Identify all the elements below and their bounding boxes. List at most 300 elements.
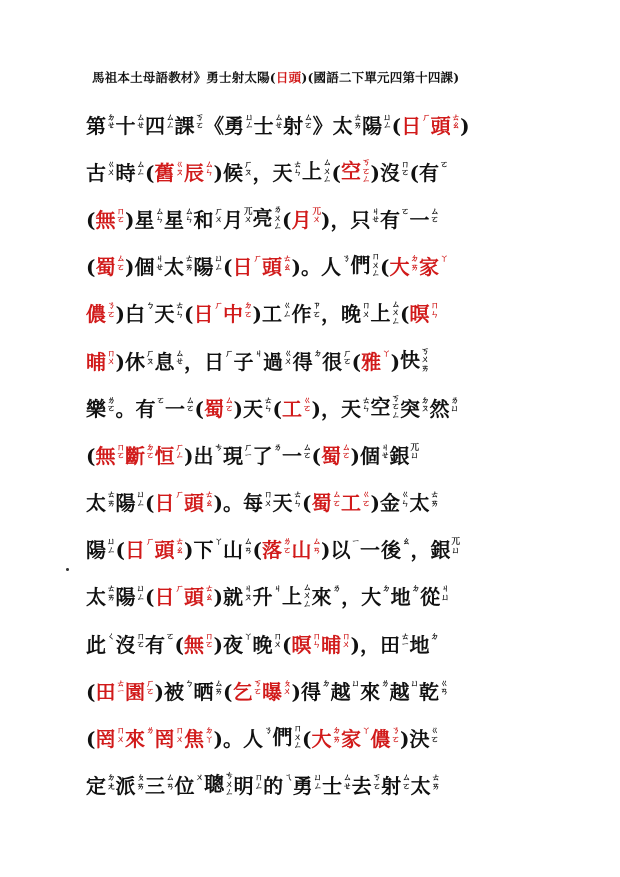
zhuyin-symbol: ㄊ	[175, 301, 185, 312]
zhuyin-symbol: ㄇ	[371, 252, 380, 263]
zhuyin-symbol: ㄇ	[116, 442, 125, 453]
zhuyin-annotation	[323, 159, 332, 185]
hanzi: 陽	[193, 255, 214, 280]
zhuyin-annotation	[343, 774, 352, 791]
mandarin-character	[223, 584, 253, 610]
mandarin-character	[154, 348, 185, 374]
hanzi: 乞	[232, 679, 253, 704]
punctuation: (	[86, 727, 96, 752]
zhuyin-symbol: ㄙ	[342, 442, 351, 453]
zhuyin-symbol: ㄙ	[303, 582, 312, 593]
hanzi: 個	[134, 255, 155, 280]
zhuyin-symbol: ㄨ	[391, 308, 401, 319]
zhuyin-symbol: ㄫ	[244, 206, 253, 217]
zhuyin-symbol: ㄧ	[244, 451, 253, 462]
hanzi: 山	[223, 538, 243, 563]
hanzi: 無	[95, 207, 116, 232]
zhuyin-symbol: ㄨ	[195, 773, 205, 784]
mandarin-character	[223, 537, 253, 563]
zhuyin-symbol: ㄛ	[343, 357, 352, 368]
zhuyin-symbol: ㄥ	[362, 175, 371, 186]
zhuyin-symbol: ㄆ	[282, 678, 292, 689]
mandarin-character	[380, 631, 410, 657]
dialect-character	[341, 726, 371, 752]
zhuyin-annotation	[253, 255, 262, 264]
zhuyin-symbol: ㄇ	[273, 631, 283, 642]
zhuyin-symbol: ㄛ	[156, 395, 166, 406]
mandarin-character	[302, 158, 332, 186]
mandarin-character	[340, 395, 371, 421]
zhuyin-symbol: ㄛ	[225, 404, 234, 415]
punctuation: ，	[320, 396, 341, 421]
hanzi: 勇	[224, 113, 245, 138]
zhuyin-annotation	[402, 538, 411, 547]
punctuation: )	[213, 160, 223, 185]
punctuation: )	[291, 255, 301, 280]
zhuyin-symbol: ㄊ	[175, 537, 185, 548]
mandarin-character	[350, 252, 380, 280]
hanzi: 日	[154, 491, 175, 516]
dialect-character	[321, 631, 351, 657]
zhuyin-symbol: ㄙ	[136, 112, 146, 123]
mandarin-character	[224, 112, 254, 138]
zhuyin-symbol: ㄛ	[116, 215, 125, 226]
zhuyin-symbol: ㄉ	[411, 584, 421, 595]
zhuyin-symbol: ㄛ	[332, 498, 342, 509]
dialect-character	[184, 726, 214, 752]
zhuyin-annotation	[253, 680, 262, 697]
zhuyin-annotation	[441, 585, 450, 602]
text-line	[86, 291, 546, 338]
mandarin-character	[410, 773, 441, 799]
hanzi: 陽	[86, 538, 106, 563]
zhuyin-annotation	[313, 538, 322, 555]
zhuyin-symbol: ㄐ	[381, 442, 390, 453]
zhuyin-annotation	[371, 253, 380, 279]
punctuation: (	[145, 491, 155, 516]
zhuyin-symbol: ㄇ	[136, 631, 146, 642]
dialect-character	[95, 442, 125, 468]
mandarin-character	[430, 537, 461, 563]
zhuyin-symbol: ㄛ	[401, 206, 410, 217]
hanzi: 士	[322, 774, 343, 799]
mandarin-character	[361, 584, 391, 610]
zhuyin-symbol: ㄇ	[362, 301, 371, 312]
document-header	[92, 68, 572, 86]
mandarin-character	[253, 112, 284, 138]
text-line	[86, 574, 546, 621]
zhuyin-symbol: ㄏ	[175, 490, 185, 501]
zhuyin-symbol: ㄏ	[214, 206, 223, 217]
hanzi: 來	[360, 679, 380, 704]
hanzi: 空	[370, 394, 391, 419]
zhuyin-symbol: ㄇ	[342, 631, 351, 642]
zhuyin-symbol: ㄉ	[382, 584, 391, 595]
hanzi: 儂	[370, 727, 391, 752]
zhuyin-symbol: ㄣ	[264, 404, 273, 415]
mandarin-character	[370, 393, 400, 421]
hanzi: 天	[272, 160, 293, 185]
zhuyin-symbol: ㄩ	[136, 584, 146, 595]
hanzi: 出	[193, 443, 214, 468]
dialect-character	[95, 678, 125, 704]
zhuyin-symbol: ㄍ	[401, 490, 410, 501]
hanzi: 晡	[86, 349, 106, 374]
zhuyin-symbol: ㄛ	[107, 404, 116, 415]
hanzi: 快	[400, 347, 421, 372]
punctuation: (	[115, 538, 125, 563]
zhuyin-symbol: ㄣ	[293, 498, 303, 509]
hanzi: 有	[145, 632, 166, 657]
zhuyin-symbol: ㄙ	[116, 254, 125, 265]
dialect-character	[223, 301, 253, 327]
zhuyin-symbol: ㄙ	[332, 490, 342, 501]
zhuyin-symbol: ㄎ	[362, 158, 371, 169]
zhuyin-symbol: ㄠ	[175, 545, 185, 556]
zhuyin-symbol: ㄙ	[303, 442, 312, 453]
text-line	[86, 244, 546, 291]
mandarin-character	[380, 206, 410, 232]
zhuyin-symbol: ㄚ	[205, 734, 214, 745]
hanzi: 很	[322, 349, 343, 374]
zhuyin-symbol: ㄙ	[186, 395, 195, 406]
zhuyin-symbol: ㄝ	[371, 215, 380, 226]
mandarin-character	[360, 678, 390, 704]
punctuation: (	[252, 538, 262, 563]
hanzi: 月	[223, 207, 243, 232]
zhuyin-symbol: ㄏ	[253, 254, 262, 265]
hanzi: 然	[429, 396, 450, 421]
dialect-character	[184, 159, 214, 185]
punctuation: 。	[223, 491, 243, 516]
zhuyin-symbol: ㄥ	[136, 498, 146, 509]
zhuyin-symbol: ㄛ	[439, 159, 449, 170]
zhuyin-symbol: ㄗ	[312, 301, 322, 312]
mandarin-character	[86, 773, 116, 799]
hanzi: 決	[409, 727, 430, 752]
mandarin-character	[351, 773, 382, 799]
hanzi: 過	[263, 349, 284, 374]
zhuyin-symbol: ㄉ	[332, 726, 342, 737]
zhuyin-annotation	[333, 585, 342, 594]
punctuation: (	[184, 302, 194, 327]
zhuyin-annotation	[107, 302, 116, 319]
punctuation: )	[124, 255, 135, 280]
hanzi: 突	[400, 396, 420, 421]
mandarin-character	[243, 490, 273, 516]
punctuation: 。	[223, 727, 243, 752]
dialect-character	[341, 158, 371, 186]
zhuyin-annotation	[205, 585, 214, 602]
zhuyin-symbol: ㄣ	[312, 640, 322, 651]
zhuyin-annotation	[284, 350, 293, 367]
hanzi: 越	[330, 679, 351, 704]
zhuyin-symbol: ㄥ	[225, 788, 234, 799]
zhuyin-symbol: ㄨ	[225, 779, 234, 790]
zhuyin-annotation	[342, 633, 351, 650]
hanzi: 人	[243, 727, 263, 752]
zhuyin-annotation	[214, 208, 223, 225]
hanzi: 息	[154, 349, 175, 374]
zhuyin-symbol: ㄉ	[244, 301, 253, 312]
zhuyin-symbol: ㄊ	[293, 490, 303, 501]
zhuyin-symbol: ㄏ	[343, 348, 352, 359]
hanzi: 雅	[361, 349, 382, 374]
zhuyin-annotation	[146, 350, 155, 367]
dialect-character	[154, 490, 185, 516]
mandarin-character	[300, 678, 331, 704]
dialect-character	[232, 254, 262, 280]
zhuyin-symbol: ㄡ	[244, 592, 253, 603]
dialect-character	[184, 631, 214, 657]
hanzi: 課	[174, 113, 195, 138]
mandarin-character	[86, 537, 116, 563]
zhuyin-symbol: ㄨ	[323, 166, 332, 177]
zhuyin-symbol: ㄑ	[107, 631, 116, 642]
punctuation: ，	[330, 207, 351, 232]
mandarin-character	[86, 395, 116, 421]
dialect-character	[95, 254, 125, 280]
zhuyin-annotation	[107, 585, 116, 602]
mandarin-character	[243, 395, 273, 421]
hanzi: 罔	[95, 727, 116, 752]
zhuyin-symbol: ㄞ	[136, 781, 146, 792]
hanzi: 了	[252, 443, 273, 468]
punctuation: (	[86, 255, 96, 280]
mandarin-character	[163, 254, 194, 280]
zhuyin-annotation	[401, 161, 410, 178]
zhuyin-annotation	[116, 444, 125, 461]
zhuyin-symbol: ㄩ	[410, 451, 420, 462]
zhuyin-annotation	[410, 255, 419, 272]
punctuation: (	[86, 207, 96, 232]
zhuyin-symbol: ㄍ	[302, 395, 312, 406]
hanzi: 古	[86, 160, 106, 185]
punctuation: (	[145, 160, 155, 185]
zhuyin-annotation	[157, 397, 166, 406]
zhuyin-symbol: ㄙ	[184, 206, 194, 217]
hanzi: 太	[409, 491, 430, 516]
zhuyin-symbol: ㄋ	[264, 726, 273, 737]
hanzi: 沒	[115, 632, 136, 657]
zhuyin-annotation	[205, 491, 214, 508]
zhuyin-symbol: ㄙ	[166, 773, 175, 784]
mandarin-character	[389, 678, 420, 704]
zhuyin-symbol: ㄙ	[430, 206, 440, 217]
hanzi: 蜀	[311, 491, 332, 516]
zhuyin-symbol: ㄏ	[175, 584, 185, 595]
zhuyin-annotation	[176, 161, 185, 178]
zhuyin-symbol: ㄡ	[244, 168, 253, 179]
dialect-character	[321, 442, 351, 468]
zhuyin-annotation	[401, 208, 410, 217]
zhuyin-annotation	[244, 538, 253, 555]
zhuyin-annotation	[274, 585, 283, 594]
zhuyin-symbol: ㄝ	[381, 451, 390, 462]
hanzi: 聰	[204, 772, 225, 797]
hanzi: 的	[263, 774, 284, 799]
zhuyin-symbol: ㄌ	[282, 537, 292, 548]
header-suffix: )(國語二下單元四第十四課)	[301, 70, 460, 85]
zhuyin-annotation	[431, 491, 440, 508]
dialect-character	[184, 490, 214, 516]
zhuyin-symbol: ㄢ	[312, 545, 322, 556]
zhuyin-symbol: ㄨ	[421, 355, 430, 366]
zhuyin-symbol: ㄍ	[175, 159, 185, 170]
hanzi: 以	[330, 538, 351, 563]
zhuyin-annotation	[283, 680, 292, 697]
zhuyin-symbol: ㄥ	[245, 121, 254, 132]
zhuyin-annotation	[185, 208, 194, 225]
zhuyin-symbol: ㄇ	[116, 726, 125, 737]
mandarin-character	[252, 584, 283, 610]
zhuyin-symbol: ㄛ	[145, 687, 155, 698]
hanzi: 頭	[430, 113, 451, 138]
zhuyin-annotation	[244, 585, 253, 602]
zhuyin-symbol: ㄙ	[402, 773, 411, 784]
punctuation: )	[233, 396, 243, 421]
mandarin-character	[311, 584, 342, 610]
zhuyin-symbol: ㄊ	[293, 159, 303, 170]
zhuyin-symbol: ㄛ	[195, 121, 205, 132]
zhuyin-annotation	[431, 727, 440, 744]
zhuyin-symbol: ㄙ	[323, 158, 332, 169]
zhuyin-annotation	[146, 444, 155, 461]
zhuyin-symbol: ㄊ	[205, 584, 214, 595]
text-line	[86, 715, 546, 762]
zhuyin-annotation	[244, 444, 253, 461]
zhuyin-annotation	[451, 397, 460, 414]
hanzi: 第	[86, 113, 106, 138]
zhuyin-symbol: ㄥ	[303, 599, 312, 610]
zhuyin-symbol: ㄨ	[175, 734, 185, 745]
mandarin-character	[282, 442, 312, 468]
hanzi: 時	[115, 160, 136, 185]
zhuyin-annotation	[452, 538, 461, 555]
hanzi: 士	[253, 113, 274, 138]
hanzi: 蜀	[204, 396, 225, 421]
dialect-character	[361, 348, 391, 374]
punctuation: ，	[410, 538, 431, 563]
zhuyin-annotation	[214, 680, 223, 697]
hanzi: 日	[232, 255, 253, 280]
zhuyin-symbol: ㄙ	[391, 299, 401, 310]
zhuyin-symbol: ㄣ	[175, 309, 185, 320]
zhuyin-annotation	[421, 397, 430, 414]
zhuyin-symbol: ㄊ	[353, 112, 363, 123]
zhuyin-symbol: ㄙ	[205, 159, 214, 170]
punctuation: (	[194, 396, 205, 421]
zhuyin-annotation	[362, 491, 371, 508]
zhuyin-annotation	[185, 255, 194, 272]
hanzi: 日	[124, 538, 145, 563]
hanzi: 後	[381, 538, 401, 563]
dialect-character	[86, 348, 116, 374]
zhuyin-symbol: ㄏ	[422, 112, 431, 123]
zhuyin-annotation	[107, 161, 116, 178]
zhuyin-symbol: ㄛ	[312, 309, 322, 320]
zhuyin-symbol: ㄥ	[293, 741, 303, 752]
zhuyin-symbol: ㄨ	[107, 168, 116, 179]
punctuation: (	[223, 255, 233, 280]
punctuation: (	[282, 207, 292, 232]
zhuyin-annotation	[176, 538, 185, 555]
zhuyin-symbol: ㄉ	[321, 678, 331, 689]
punctuation: )	[311, 396, 321, 421]
text-line	[86, 763, 546, 810]
zhuyin-symbol: ㄩ	[450, 404, 460, 415]
mandarin-character	[115, 773, 146, 799]
hanzi: 和	[193, 207, 214, 232]
mandarin-character	[115, 490, 146, 516]
hanzi: 上	[302, 159, 323, 184]
mandarin-character	[409, 490, 440, 516]
zhuyin-symbol: ㄛ	[304, 121, 313, 132]
zhuyin-symbol: ㄅ	[145, 301, 155, 312]
hanzi: 派	[115, 774, 136, 799]
dialect-character	[154, 442, 185, 468]
hanzi: 陽	[115, 585, 136, 610]
zhuyin-symbol: ㄆ	[136, 773, 146, 784]
zhuyin-annotation	[440, 255, 449, 264]
zhuyin-symbol: ㄙ	[274, 112, 284, 123]
zhuyin-annotation	[294, 491, 303, 508]
zhuyin-symbol: ㄌ	[381, 678, 390, 689]
zhuyin-symbol: ㄊ	[205, 490, 214, 501]
hanzi: 蜀	[95, 255, 116, 280]
zhuyin-symbol: ㄨ	[284, 357, 293, 368]
zhuyin-symbol: ㄇ	[254, 773, 264, 784]
zhuyin-symbol: ㄛ	[402, 781, 411, 792]
zhuyin-annotation	[137, 633, 146, 650]
hanzi: 罔	[154, 727, 175, 752]
zhuyin-symbol: ㄛ	[391, 734, 401, 745]
hanzi: 天	[243, 396, 263, 421]
zhuyin-annotation	[294, 161, 303, 178]
zhuyin-symbol: ㄛ	[430, 215, 440, 226]
punctuation: ，	[184, 349, 205, 374]
hanzi: 儂	[86, 302, 106, 327]
zhuyin-annotation	[392, 301, 401, 327]
zhuyin-annotation	[294, 725, 303, 751]
hanzi: 天	[154, 302, 175, 327]
zhuyin-symbol: ㄎ	[195, 112, 205, 123]
zhuyin-symbol: ㄏ	[145, 678, 155, 689]
mandarin-character	[272, 724, 303, 752]
zhuyin-annotation	[196, 114, 205, 131]
mandarin-character	[320, 254, 351, 280]
punctuation: )	[213, 632, 223, 657]
mandarin-character	[86, 584, 116, 610]
hanzi: 中	[223, 302, 243, 327]
header-prefix: 馬祖本土母語教材》勇士射太陽(	[92, 70, 276, 85]
hanzi: 大	[389, 255, 410, 280]
hanzi: 工	[341, 491, 362, 516]
hanzi: 晡	[321, 632, 342, 657]
hanzi: 銀	[430, 538, 451, 563]
hanzi: 沒	[380, 160, 400, 185]
zhuyin-annotation	[303, 584, 312, 610]
hanzi: 園	[124, 679, 145, 704]
zhuyin-symbol: ㄞ	[184, 262, 194, 273]
mandarin-character	[272, 159, 303, 185]
zhuyin-annotation	[432, 774, 441, 791]
zhuyin-annotation	[107, 397, 116, 414]
punctuation: )	[370, 491, 380, 516]
zhuyin-symbol: ㄩ	[383, 112, 392, 123]
mandarin-character	[115, 631, 146, 657]
zhuyin-symbol: ㄛ	[253, 687, 262, 698]
